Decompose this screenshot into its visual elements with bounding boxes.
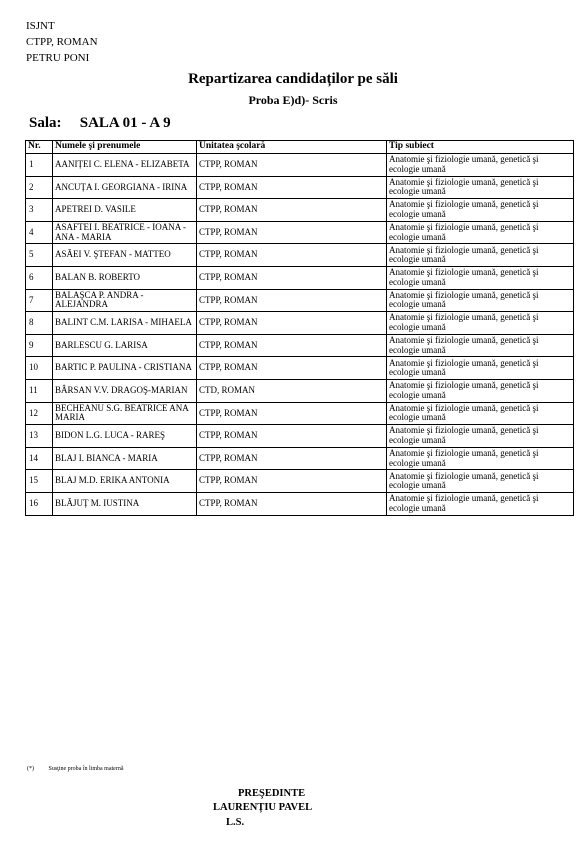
footnote-text: Susţine proba în limba maternă [48,766,124,772]
cell-subject: Anatomie şi fiziologie umană, genetică şi ecologie umană [387,425,574,448]
cell-nr: 13 [26,425,53,448]
cell-name: BARLESCU G. LARISA [53,334,197,357]
cell-school: CTPP, ROMAN [197,221,387,244]
page-title: Repartizarea candidaților pe săli [188,71,398,87]
cell-school: CTPP, ROMAN [197,357,387,380]
table-row [26,176,574,199]
cell-nr: 15 [26,470,53,493]
cell-subject: Anatomie şi fiziologie umană, genetică şi ecologie umană [387,266,574,289]
cell-name: ASAFTEI I. BEATRICE - IOANA - ANA - MARIA [53,221,197,244]
cell-school: CTPP, ROMAN [197,289,387,312]
cell-nr: 16 [26,492,53,515]
cell-nr: 1 [26,154,53,177]
cell-subject: Anatomie şi fiziologie umană, genetică şi ecologie umană [387,199,574,222]
cell-nr: 9 [26,334,53,357]
cell-school: CTPP, ROMAN [197,244,387,267]
table-row [26,447,574,470]
cell-school: CTPP, ROMAN [197,334,387,357]
table-row [26,334,574,357]
table-row [26,154,574,177]
cell-subject: Anatomie şi fiziologie umană, genetică şi ecologie umană [387,289,574,312]
column-header-school: Unitatea şcolară [197,141,387,154]
cell-name: BALINT C.M. LARISA - MIHAELA [53,312,197,335]
cell-nr: 6 [26,266,53,289]
cell-school: CTPP, ROMAN [197,312,387,335]
cell-school: CTPP, ROMAN [197,402,387,425]
cell-school: CTPP, ROMAN [197,154,387,177]
cell-subject: Anatomie şi fiziologie umană, genetică şi ecologie umană [387,492,574,515]
cell-name: APETREI D. VASILE [53,199,197,222]
header-line-3: PETRU PONI [26,52,90,64]
table-row [26,312,574,335]
cell-subject: Anatomie şi fiziologie umană, genetică şi ecologie umană [387,402,574,425]
cell-nr: 12 [26,402,53,425]
room-label-value: SALA 01 - A 9 [79,115,171,131]
table-row [26,221,574,244]
cell-subject: Anatomie şi fiziologie umană, genetică şi ecologie umană [387,447,574,470]
room-label [29,115,171,132]
cell-nr: 11 [26,379,53,402]
cell-name: ANCUȚA I. GEORGIANA - IRINA [53,176,197,199]
table-row [26,357,574,380]
footnote-mark: (*) [27,766,34,772]
cell-nr: 14 [26,447,53,470]
header-line-2: CTPP, ROMAN [26,36,98,48]
table-row [26,244,574,267]
cell-subject: Anatomie şi fiziologie umană, genetică şi ecologie umană [387,244,574,267]
cell-name: BECHEANU S.G. BEATRICE ANA MARIA [53,402,197,425]
column-header-nr: Nr. [26,141,53,154]
table-row [26,379,574,402]
cell-school: CTPP, ROMAN [197,199,387,222]
room-label-key: Sala: [29,115,62,131]
cell-subject: Anatomie şi fiziologie umană, genetică şi ecologie umană [387,357,574,380]
cell-name: AANIȚEI C. ELENA - ELIZABETA [53,154,197,177]
column-header-subject: Tip subiect [387,141,574,154]
footnote [27,766,123,772]
cell-name: BALAŞCA P. ANDRA - ALEJANDRA [53,289,197,312]
cell-subject: Anatomie şi fiziologie umană, genetică şi ecologie umană [387,379,574,402]
cell-nr: 10 [26,357,53,380]
cell-school: CTPP, ROMAN [197,425,387,448]
cell-nr: 5 [26,244,53,267]
cell-subject: Anatomie şi fiziologie umană, genetică şi ecologie umană [387,154,574,177]
cell-school: CTPP, ROMAN [197,266,387,289]
cell-name: BLAJ M.D. ERIKA ANTONIA [53,470,197,493]
cell-subject: Anatomie şi fiziologie umană, genetică şi ecologie umană [387,176,574,199]
page-subtitle: Proba E)d)- Scris [248,93,338,107]
column-header-name: Numele şi prenumele [53,141,197,154]
cell-subject: Anatomie şi fiziologie umană, genetică şi ecologie umană [387,312,574,335]
cell-nr: 7 [26,289,53,312]
table-row [26,425,574,448]
cell-name: BARTIC P. PAULINA - CRISTIANA [53,357,197,380]
institution-header [26,18,98,66]
cell-subject: Anatomie şi fiziologie umană, genetică şi ecologie umană [387,334,574,357]
cell-name: BÂRSAN V.V. DRAGOŞ-MARIAN [53,379,197,402]
table-row [26,492,574,515]
cell-name: BALAN B. ROBERTO [53,266,197,289]
table-row [26,470,574,493]
cell-subject: Anatomie şi fiziologie umană, genetică şi ecologie umană [387,470,574,493]
cell-nr: 8 [26,312,53,335]
cell-name: BLĂJUȚ M. IUSTINA [53,492,197,515]
candidates-table [25,140,574,516]
cell-school: CTD, ROMAN [197,379,387,402]
cell-subject: Anatomie şi fiziologie umană, genetică şi ecologie umană [387,221,574,244]
table-row [26,402,574,425]
cell-name: ASĂEI V. ŞTEFAN - MATTEO [53,244,197,267]
table-header-row [26,141,574,154]
cell-school: CTPP, ROMAN [197,176,387,199]
signature-stamp: L.S. [226,817,245,828]
cell-nr: 2 [26,176,53,199]
cell-nr: 3 [26,199,53,222]
signature-role: PREŞEDINTE [238,788,306,799]
table-row [26,266,574,289]
cell-name: BLAJ I. BIANCA - MARIA [53,447,197,470]
cell-school: CTPP, ROMAN [197,470,387,493]
cell-school: CTPP, ROMAN [197,447,387,470]
signature-name: LAURENȚIU PAVEL [213,802,313,813]
table-row [26,289,574,312]
cell-name: BIDON L.G. LUCA - RAREŞ [53,425,197,448]
cell-school: CTPP, ROMAN [197,492,387,515]
cell-nr: 4 [26,221,53,244]
header-line-1: ISJNT [26,20,55,32]
table-row [26,199,574,222]
